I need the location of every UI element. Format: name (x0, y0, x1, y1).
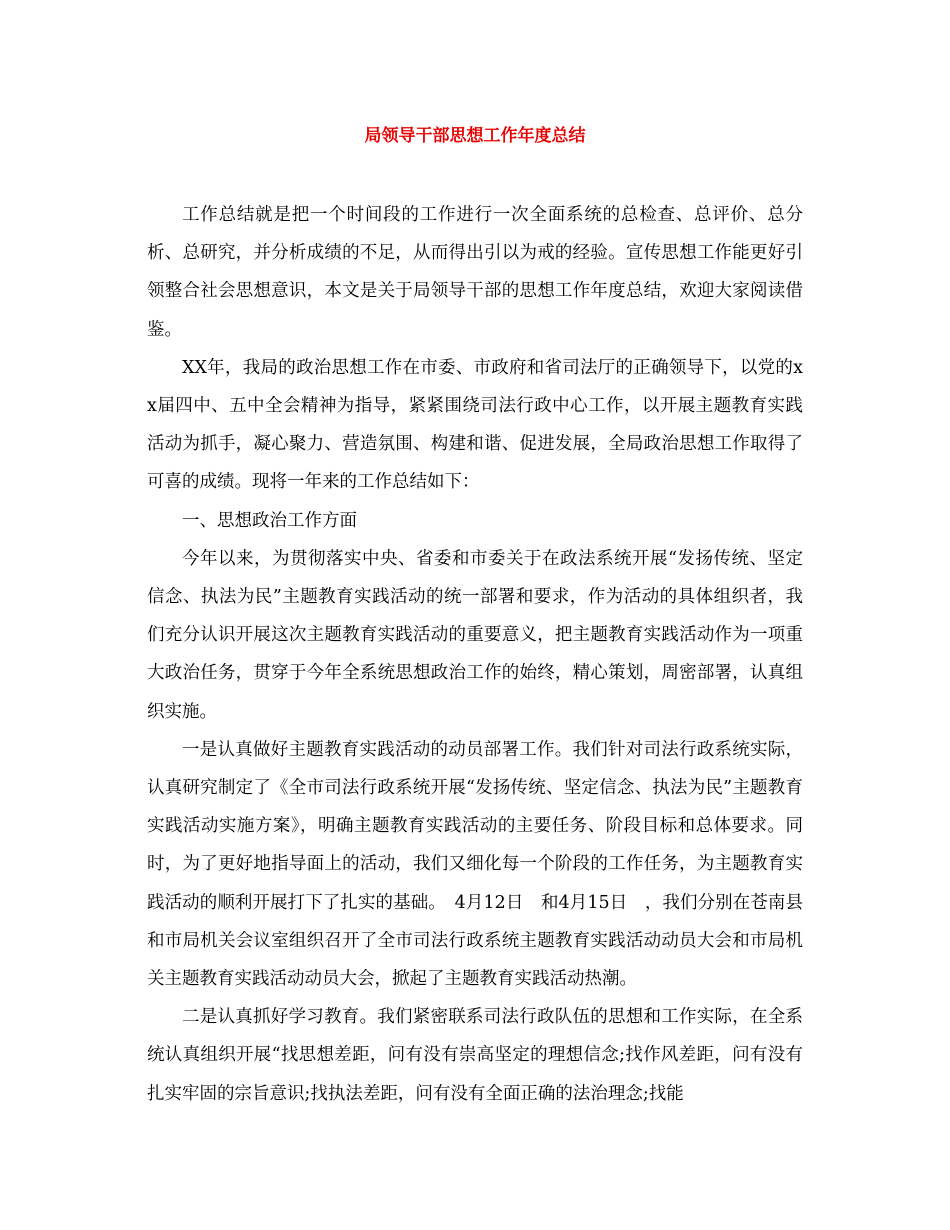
paragraph-mobilization: 一是认真做好主题教育实践活动的动员部署工作。我们针对司法行政系统实际，认真研究制定了《全市司法行政系统开展“发扬传统、坚定信念、执法为民”主题教育实践活动实施方案》，明确主题教育实践活动的主要任务、阶段目标和总体要求。同时，为了更好地指导面上的活动，我们又细化每一个阶段的工作任务，为主题教育实践活动的顺利开展打下了扎实的基础。 4月12日 和4月15日 ，我们分别在苍南县和市局机关会议室组织召开了全市司法行政系统主题教育实践活动动员大会和市局机关主题教育实践活动动员大会，掀起了主题教育实践活动热潮。 (147, 739, 803, 990)
paragraph-overview: XX年，我局的政治思想工作在市委、市政府和省司法厅的正确领导下，以党的xx届四中、五中全会精神为指导，紧紧围绕司法行政中心工作，以开展主题教育实践活动为抓手，凝心聚力、营造氛围、构建和谐、促进发展，全局政治思想工作取得了可喜的成绩。现将一年来的工作总结如下： (147, 357, 803, 493)
document-title: 局领导干部思想工作年度总结 (364, 126, 586, 146)
paragraph-campaign-deployment: 今年以来，为贯彻落实中央、省委和市委关于在政法系统开展“发扬传统、坚定信念、执法为民”主题教育实践活动的统一部署和要求，作为活动的具体组织者，我们充分认识开展这次主题教育实践活动的重要意义，把主题教育实践活动作为一项重大政治任务，贯穿于今年全系统思想政治工作的始终，精心策划，周密部署，认真组织实施。 (147, 548, 803, 722)
section-heading-ideological-work: 一、思想政治工作方面 (182, 510, 357, 531)
document-body (147, 196, 803, 1113)
paragraph-intro: 工作总结就是把一个时间段的工作进行一次全面系统的总检查、总评价、总分析、总研究，并分析成绩的不足，从而得出引以为戒的经验。宣传思想工作能更好引领整合社会思想意识，本文是关于局领导干部的思想工作年度总结，欢迎大家阅读借鉴。 (147, 205, 803, 340)
paragraph-study-education: 二是认真抓好学习教育。我们紧密联系司法行政队伍的思想和工作实际，在全系统认真组织开展“找思想差距，问有没有崇高坚定的理想信念;找作风差距，问有没有扎实牢固的宗旨意识;找执法差距，问有没有全面正确的法治理念;找能 (147, 1007, 803, 1104)
